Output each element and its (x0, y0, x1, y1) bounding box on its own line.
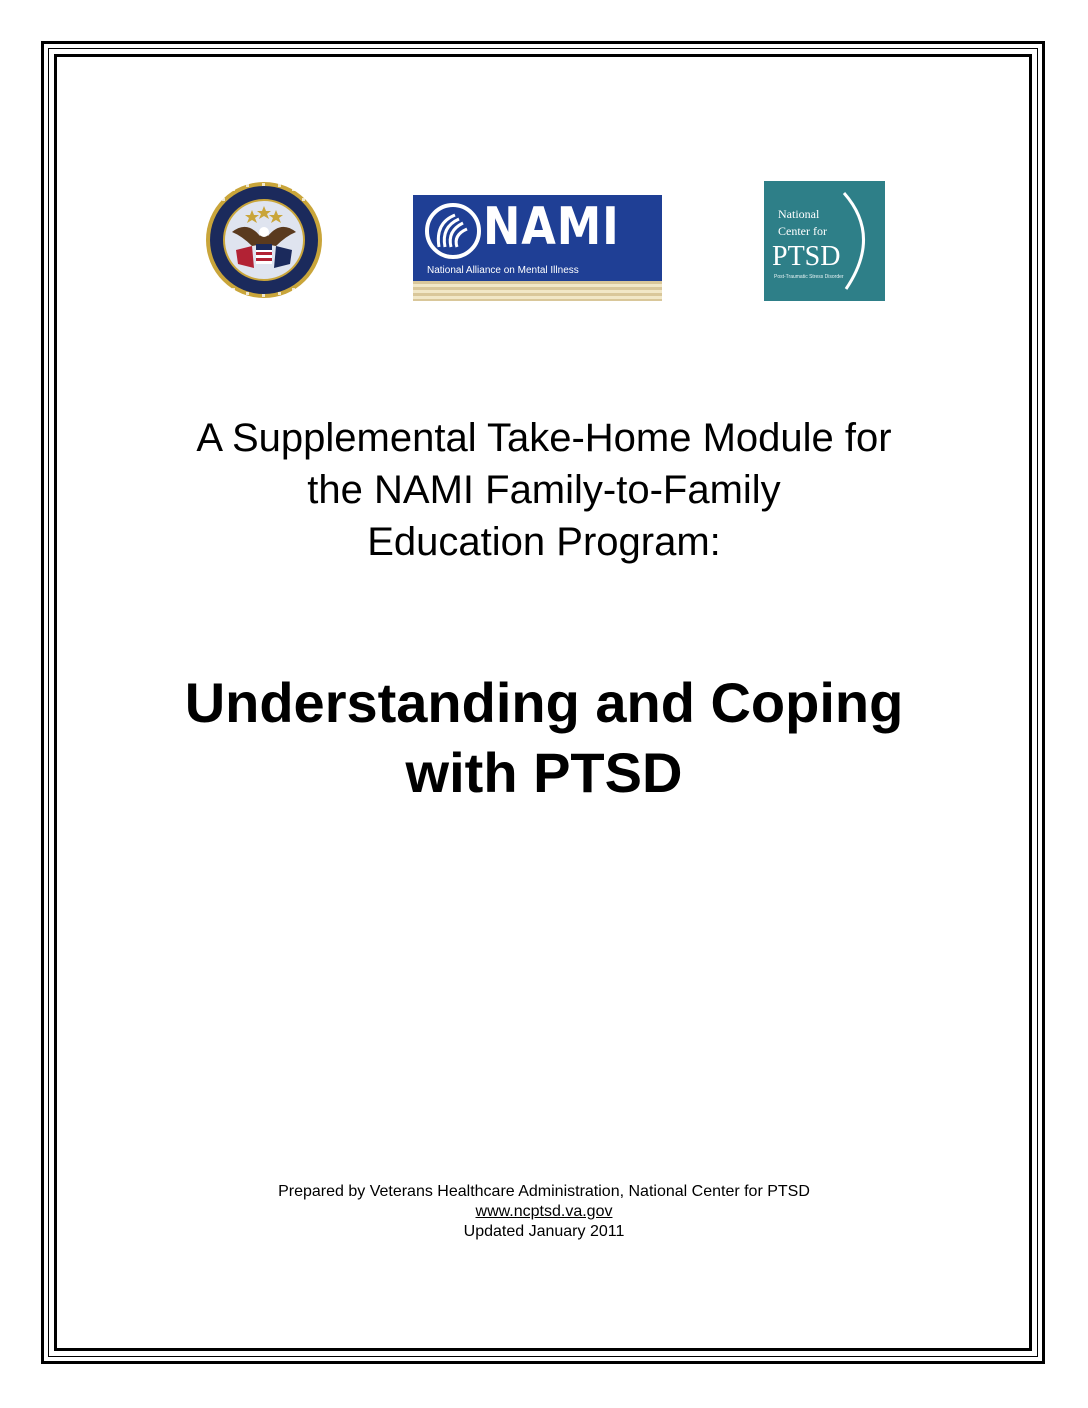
updated-date-text: Updated January 2011 (463, 1223, 625, 1240)
ptsd-logo-panel (764, 181, 885, 301)
subtitle-line-3: Education Program: (367, 520, 721, 564)
subtitle-line-1: A Supplemental Take-Home Module for (196, 416, 892, 460)
subtitle-line-2: the NAMI Family-to-Family (307, 468, 781, 512)
title-line-2: with PTSD (405, 741, 683, 804)
document-footer (100, 1182, 988, 1242)
ptsd-logo-line1: National (778, 207, 820, 221)
nami-tagline: National Alliance on Mental Illness (427, 265, 579, 276)
nami-wordmark: NAMI (483, 197, 620, 257)
ptsd-logo-wordmark: PTSD (772, 241, 841, 272)
nami-swirl-icon (425, 203, 481, 259)
va-seal-logo (202, 180, 326, 300)
website-link[interactable]: www.ncptsd.va.gov (475, 1203, 613, 1220)
va-seal-icon (202, 180, 326, 300)
nami-logo-stripes (413, 281, 662, 301)
module-subtitle (100, 412, 988, 568)
ptsd-center-logo (764, 181, 885, 301)
ptsd-logo-line2: Center for (778, 224, 827, 238)
ptsd-logo-subtext: Post-Traumatic Stress Disorder (774, 274, 844, 280)
prepared-by-text: Prepared by Veterans Healthcare Administration, National Center for PTSD (278, 1183, 810, 1200)
document-title (100, 668, 988, 808)
title-line-1: Understanding and Coping (184, 671, 904, 734)
nami-logo-panel (413, 195, 662, 281)
nami-logo (413, 195, 662, 301)
